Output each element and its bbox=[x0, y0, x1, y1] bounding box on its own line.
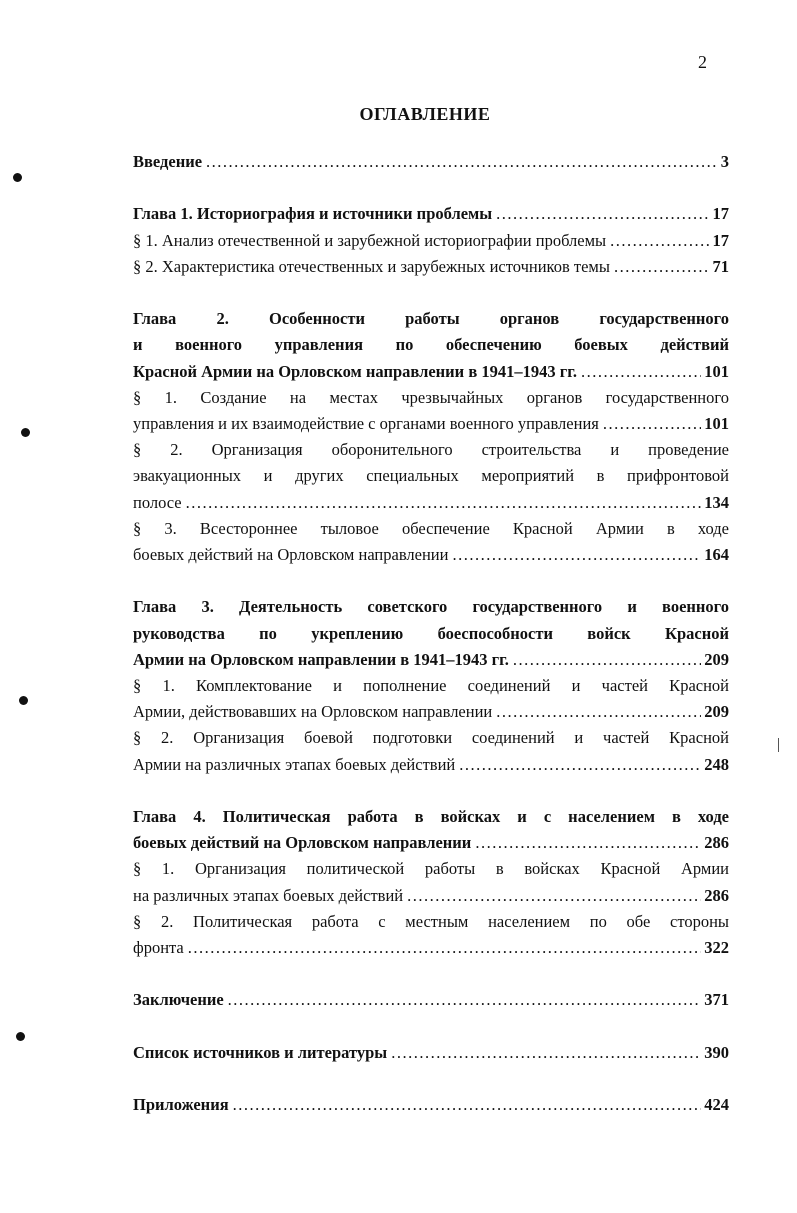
toc-page-number: 101 bbox=[704, 361, 729, 381]
hole-punch-mark bbox=[19, 696, 28, 705]
paragraph-title-line: § 2. Организация оборонительного строительства и проведение bbox=[133, 440, 729, 460]
toc-page-number: 17 bbox=[712, 204, 729, 224]
toc-entry-label: Введение bbox=[133, 152, 203, 171]
toc-page-number: 424 bbox=[704, 1095, 729, 1115]
toc-page-number: 371 bbox=[704, 990, 729, 1010]
dot-leader bbox=[496, 201, 709, 227]
toc-entry-ch3-para-2[interactable] bbox=[133, 752, 729, 778]
paragraph-title-line: боевых действий на Орловском направлении bbox=[133, 545, 449, 565]
paragraph-title-line: фронта bbox=[133, 938, 184, 958]
dot-leader bbox=[581, 359, 701, 385]
table-of-contents bbox=[133, 149, 729, 1145]
toc-page-number: 390 bbox=[704, 1042, 729, 1062]
toc-entry-label: Приложения bbox=[133, 1095, 229, 1115]
dot-leader bbox=[475, 830, 701, 856]
toc-entry-ch1-para-2[interactable] bbox=[133, 254, 729, 280]
dot-leader bbox=[452, 542, 701, 568]
toc-entry-appendices[interactable] bbox=[133, 1092, 729, 1118]
page-title: ОГЛАВЛЕНИЕ bbox=[359, 104, 491, 124]
paragraph-title-line: полосе bbox=[133, 492, 182, 512]
toc-chapter-3 bbox=[133, 594, 729, 777]
paragraph-title-line: § 2. Организация боевой подготовки соединений и частей Красной bbox=[133, 728, 729, 748]
paragraph-title: § 2. Характеристика отечественных и зарубежных источников темы bbox=[133, 256, 610, 276]
chapter-title-line: и военного управления по обеспечению боевых действий bbox=[133, 335, 729, 355]
toc-entry-ch4-para-1[interactable] bbox=[133, 883, 729, 909]
dot-leader bbox=[407, 883, 701, 909]
toc-chapter-4 bbox=[133, 804, 729, 961]
toc-page-number: 286 bbox=[704, 885, 729, 905]
chapter-title-line: Армии на Орловском направлении в 1941–1943 гг. bbox=[133, 649, 509, 669]
dot-leader bbox=[459, 752, 701, 778]
toc-page-number: 164 bbox=[704, 545, 729, 565]
chapter-title: Глава 1. Историография и источники проблемы bbox=[133, 204, 493, 224]
toc-page-number: 248 bbox=[704, 754, 729, 774]
dot-leader bbox=[614, 254, 710, 280]
dot-leader bbox=[206, 149, 718, 175]
paragraph-title: § 1. Анализ отечественной и зарубежной историографии проблемы bbox=[133, 230, 607, 250]
scan-tick-mark bbox=[778, 738, 779, 752]
toc-entry-chapter-1[interactable] bbox=[133, 201, 729, 227]
paragraph-title-line: эвакуационных и других специальных мероприятий в прифронтовой bbox=[133, 466, 729, 486]
toc-entry-sources[interactable] bbox=[133, 1040, 729, 1066]
chapter-title-line: руководства по укреплению боеспособности войск Красной bbox=[133, 623, 729, 643]
toc-page-number: 322 bbox=[704, 938, 729, 958]
toc-page-number: 17 bbox=[712, 230, 729, 250]
toc-entry-ch2-para-1[interactable] bbox=[133, 411, 729, 437]
toc-entry-ch1-para-1[interactable] bbox=[133, 228, 729, 254]
chapter-title-line: Глава 3. Деятельность советского государственного и военного bbox=[133, 597, 729, 617]
toc-page-number: 71 bbox=[712, 256, 729, 276]
toc-chapter-2 bbox=[133, 306, 729, 568]
paragraph-title-line: на различных этапах боевых действий bbox=[133, 885, 404, 905]
paragraph-title-line: § 3. Всестороннее тыловое обеспечение Красной Армии в ходе bbox=[133, 518, 729, 538]
paragraph-title-line: Армии, действовавших на Орловском направлении bbox=[133, 702, 493, 722]
toc-appendices bbox=[133, 1092, 729, 1118]
toc-page-number: 3 bbox=[720, 152, 729, 171]
dot-leader bbox=[496, 699, 701, 725]
toc-entry-intro[interactable] bbox=[133, 149, 729, 175]
hole-punch-mark bbox=[16, 1032, 25, 1041]
toc-entry-ch2-para-3[interactable] bbox=[133, 542, 729, 568]
hole-punch-mark bbox=[21, 428, 30, 437]
dot-leader bbox=[603, 411, 701, 437]
toc-entry-ch2-para-2[interactable] bbox=[133, 490, 729, 516]
dot-leader bbox=[188, 935, 701, 961]
paragraph-title-line: § 2. Политическая работа с местным населением по обе стороны bbox=[133, 911, 729, 931]
dot-leader bbox=[513, 647, 701, 673]
toc-entry-chapter-2[interactable] bbox=[133, 359, 729, 385]
toc-chapter-1 bbox=[133, 201, 729, 280]
toc-page-number: 209 bbox=[704, 702, 729, 722]
toc-page-number: 134 bbox=[704, 492, 729, 512]
dot-leader bbox=[233, 1092, 702, 1118]
chapter-title-line: Глава 4. Политическая работа в войсках и с населением в ходе bbox=[133, 807, 729, 827]
paragraph-title-line: § 1. Комплектование и пополнение соединений и частей Красной bbox=[133, 676, 729, 696]
toc-entry-label: Заключение bbox=[133, 990, 224, 1010]
paragraph-title-line: управления и их взаимодействие с органами военного управления bbox=[133, 414, 599, 433]
chapter-title-line: Красной Армии на Орловском направлении в 1941–1943 гг. bbox=[133, 361, 577, 381]
chapter-title-line: Глава 2. Особенности работы органов государственного bbox=[133, 309, 729, 329]
paragraph-title-line: Армии на различных этапах боевых действий bbox=[133, 754, 456, 774]
page-number: 2 bbox=[698, 52, 707, 72]
toc-entry-ch3-para-1[interactable] bbox=[133, 699, 729, 725]
toc-entry-label: Список источников и литературы bbox=[133, 1042, 388, 1062]
paragraph-title-line: § 1. Создание на местах чрезвычайных органов государственного bbox=[133, 387, 729, 407]
dot-leader bbox=[610, 228, 709, 254]
toc-entry-conclusion[interactable] bbox=[133, 987, 729, 1013]
toc-conclusion bbox=[133, 987, 729, 1013]
toc-entry-ch4-para-2[interactable] bbox=[133, 935, 729, 961]
toc-entry-chapter-4[interactable] bbox=[133, 830, 729, 856]
dot-leader bbox=[391, 1040, 701, 1066]
toc-page-number: 101 bbox=[704, 414, 729, 433]
chapter-title-line: боевых действий на Орловском направлении bbox=[133, 833, 472, 853]
paragraph-title-line: § 1. Организация политической работы в войсках Красной Армии bbox=[133, 859, 729, 879]
dot-leader bbox=[186, 490, 702, 516]
toc-page-number: 286 bbox=[704, 833, 729, 853]
toc-entry-chapter-3[interactable] bbox=[133, 647, 729, 673]
toc-page-number: 209 bbox=[704, 649, 729, 669]
dot-leader bbox=[228, 987, 702, 1013]
toc-intro bbox=[133, 149, 729, 175]
toc-sources bbox=[133, 1040, 729, 1066]
hole-punch-mark bbox=[13, 173, 22, 182]
